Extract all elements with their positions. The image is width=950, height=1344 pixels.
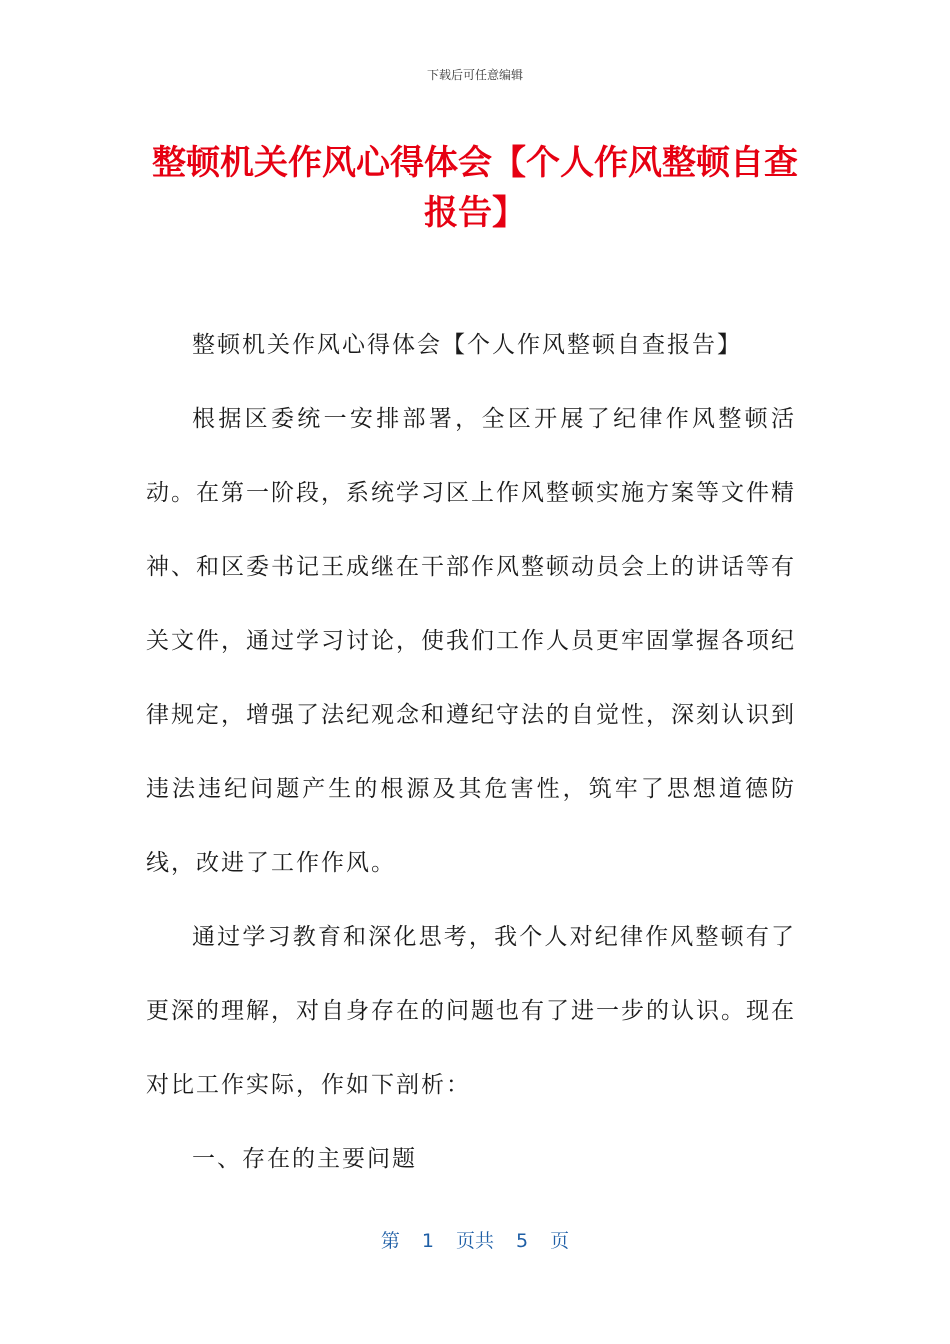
body-paragraph: 通过学习教育和深化思考，我个人对纪律作风整顿有了更深的理解，对自身存在的问题也有了进一步的认识。现在对比工作实际，作如下剖析： <box>146 924 796 1098</box>
current-page-number: 1 <box>421 1230 434 1252</box>
section-heading: 一、存在的主要问题 <box>192 1146 417 1172</box>
body-paragraph: 根据区委统一安排部署，全区开展了纪律作风整顿活动。在第一阶段，系统学习区上作风整顿实施方案等文件精神、和区委书记王成继在干部作风整顿动员会上的讲话等有关文件，通过学习讨论，使我们工作人员更牢固掌握各项纪律规定，增强了法纪观念和遵纪守法的自觉性，深刻认识到违法违纪问题产生的根源及其危害性，筑牢了思想道德防线，改进了工作作风。 <box>146 406 796 876</box>
total-pages-number: 5 <box>516 1230 529 1252</box>
footer-middle: 页共 <box>455 1230 494 1252</box>
document-body <box>146 308 796 1196</box>
header-note: 下载后可任意编辑 <box>426 68 523 82</box>
document-title: 整顿机关作风心得体会【个人作风整顿自查报告】 <box>152 143 798 233</box>
footer-suffix: 页 <box>550 1230 570 1252</box>
footer-prefix: 第 <box>380 1230 400 1252</box>
body-paragraph: 整顿机关作风心得体会【个人作风整顿自查报告】 <box>192 332 742 358</box>
page-footer <box>0 1226 950 1253</box>
